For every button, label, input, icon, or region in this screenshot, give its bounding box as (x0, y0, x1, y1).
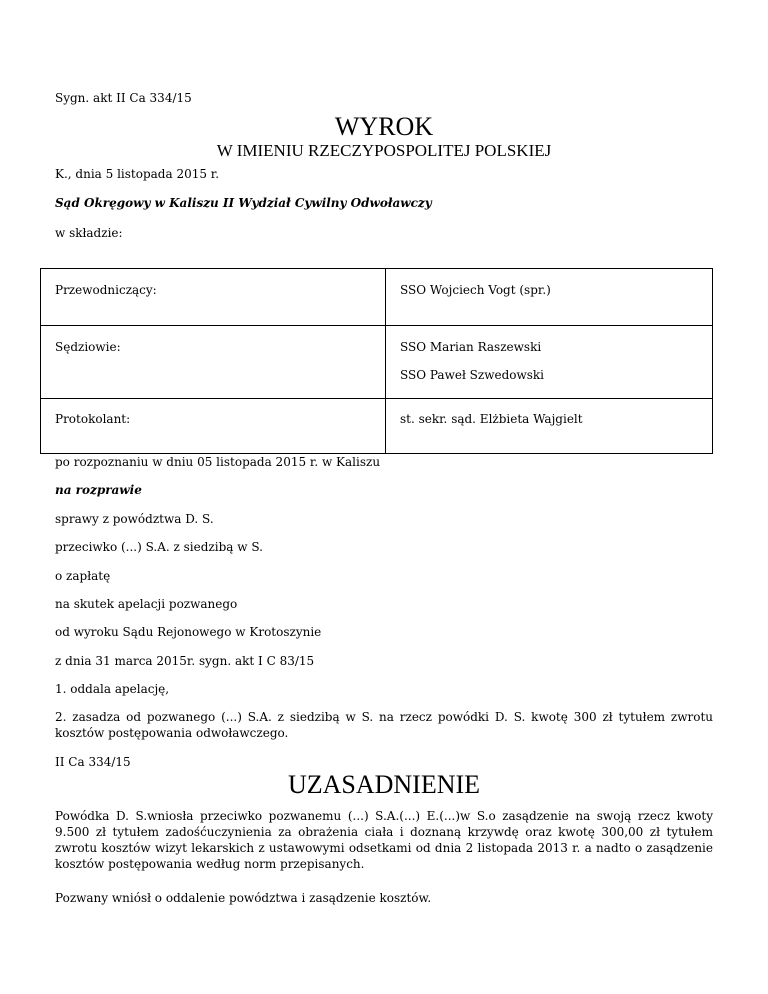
judge-1: SSO Marian Raszewski (400, 340, 542, 354)
subject-line: o zapłatę (55, 569, 111, 583)
claim-line: sprawy z powództwa D. S. (55, 512, 214, 526)
from-judgment-line: od wyroku Sądu Rejonowego w Krotoszynie (55, 625, 322, 639)
table-row (41, 269, 713, 326)
justification-paragraph-2: Pozwany wniósł o oddalenie powództwa i zasądzenie kosztów. (55, 891, 432, 905)
document-title: WYROK (334, 112, 434, 141)
ruling-point-1: 1. oddala apelację, (55, 682, 170, 696)
judges-label-cell (41, 326, 386, 399)
clerk-label-cell (41, 399, 386, 454)
considered-line: po rozpoznaniu w dniu 05 listopada 2015 r. w Kaliszu (55, 455, 381, 469)
chair-label-cell (41, 269, 386, 326)
judge-2: SSO Paweł Szwedowski (400, 368, 545, 382)
clerk-label: Protokolant: (55, 412, 131, 426)
chair-value: SSO Wojciech Vogt (spr.) (400, 283, 551, 297)
clerk-value: st. sekr. sąd. Elżbieta Wajgielt (400, 412, 583, 426)
document-subtitle: W IMIENIU RZECZYPOSPOLITEJ POLSKIEJ (216, 141, 552, 160)
case-reference: Sygn. akt II Ca 334/15 (55, 91, 192, 105)
appeal-line: na skutek apelacji pozwanego (55, 597, 238, 611)
justification-title: UZASADNIENIE (287, 770, 481, 799)
hearing-line: na rozprawie (55, 483, 142, 497)
judges-label: Sędziowie: (55, 340, 121, 354)
chair-value-cell (386, 269, 713, 326)
chair-label: Przewodniczący: (55, 283, 157, 297)
table-row (41, 326, 713, 399)
court-name: Sąd Okręgowy w Kaliszu II Wydział Cywilny Odwoławczy (55, 196, 432, 210)
ruling-point-2: 2. zasadza od pozwanego (...) S.A. z siedzibą w S. na rzecz powódki D. S. kwotę 300 zł tytułem zwrotu kosztów postępowania odwoławczego. (55, 710, 713, 740)
table-row (41, 399, 713, 454)
composition-intro: w składzie: (55, 226, 123, 240)
against-line: przeciwko (...) S.A. z siedzibą w S. (55, 540, 263, 554)
justification-paragraph-1: Powódka D. S.wniosła przeciwko pozwanemu (...) S.A.(...) E.(...)w S.o zasądzenie na swoją rzecz kwoty 9.500 zł tytułem zadośćuczynienia za obrażenia ciała i doznaną krzywdę oraz kwotę 300,00 zł tytułem zwrotu kosztów wizyt lekarskich z ustawowymi odsetkami od dnia 2 listopada 2013 r. a nadto o zasądzenie kosztów postępowania według norm przepisanych. (55, 809, 713, 871)
judgment-date-line: z dnia 31 marca 2015r. sygn. akt I C 83/15 (55, 654, 315, 668)
place-date: K., dnia 5 listopada 2015 r. (55, 167, 220, 181)
composition-table (40, 268, 713, 454)
judges-value-cell (386, 326, 713, 399)
clerk-value-cell (386, 399, 713, 454)
justification-case-reference: II Ca 334/15 (55, 755, 131, 769)
